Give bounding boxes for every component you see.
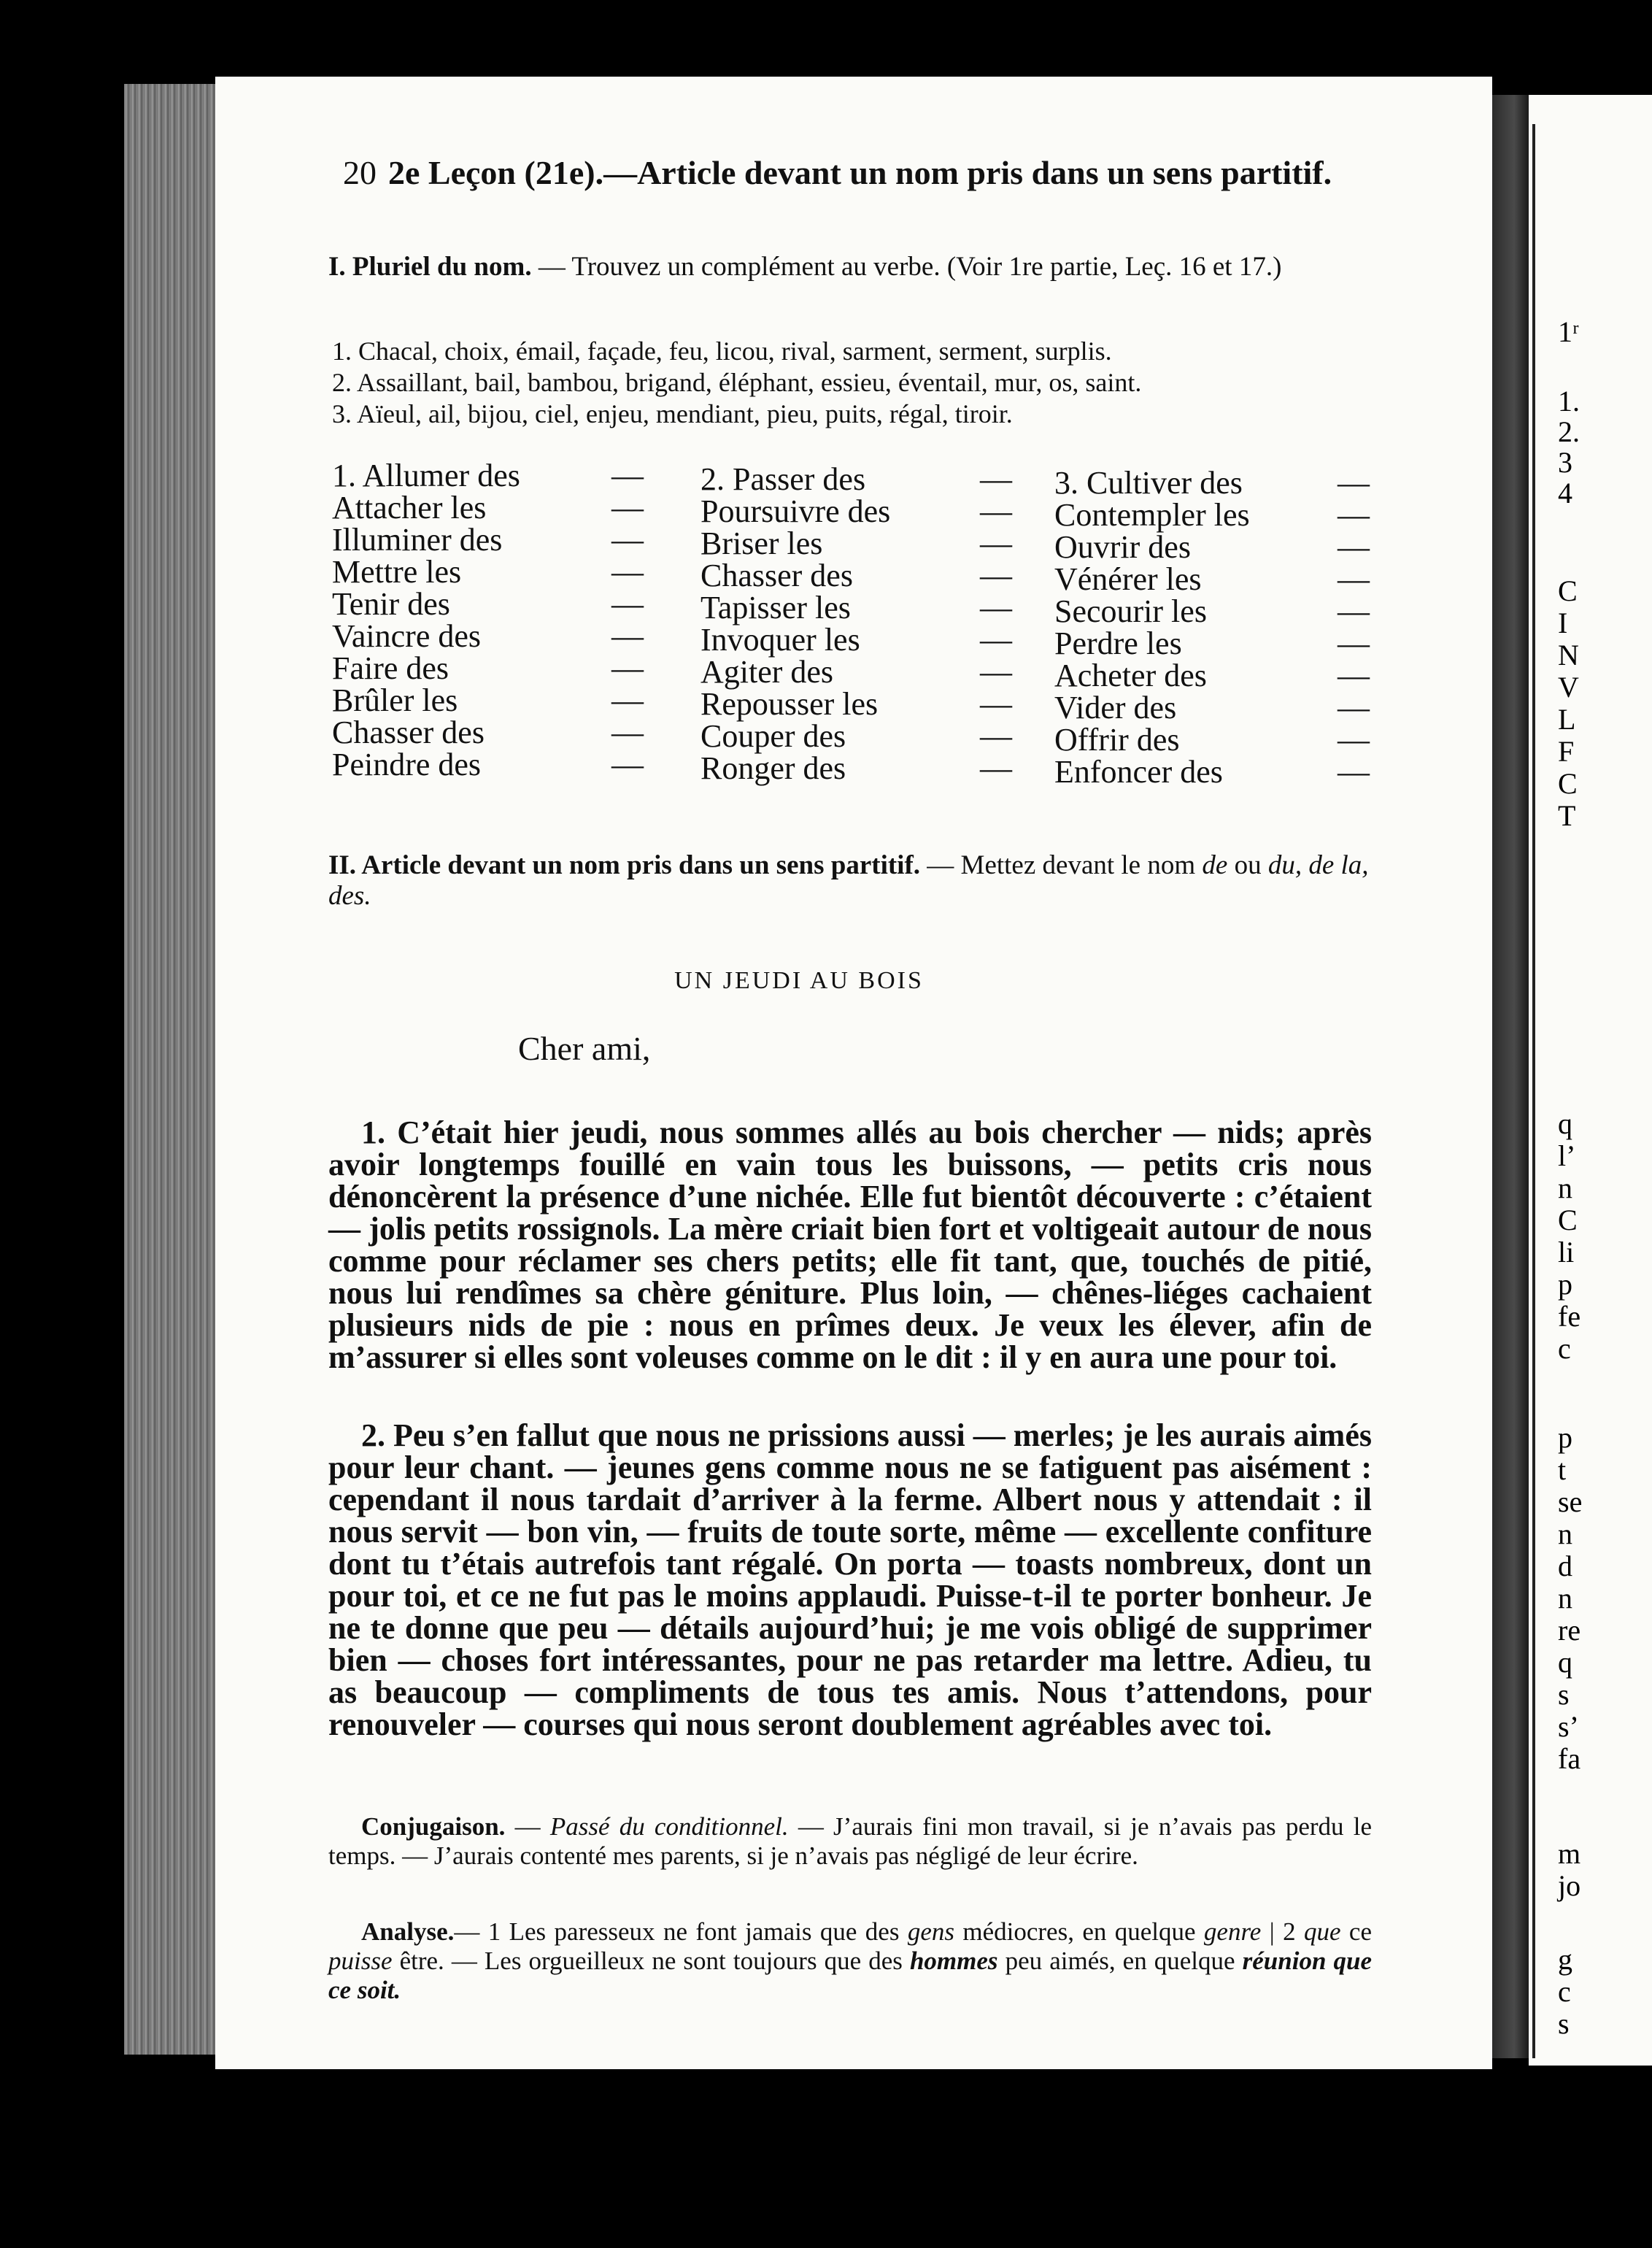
verb-item: Offrir des bbox=[1054, 722, 1180, 758]
salutation: Cher ami, bbox=[518, 1030, 651, 1067]
page-number: 20 bbox=[343, 154, 377, 191]
dash-column-3: — — — — — — — — — — bbox=[1338, 465, 1370, 790]
right-page-fragment: I bbox=[1558, 607, 1568, 639]
book-binding bbox=[124, 84, 226, 2055]
right-page-fragment: p bbox=[1558, 1268, 1572, 1301]
verb-item: 3. Cultiver des bbox=[1054, 465, 1243, 501]
right-page-fragment: c bbox=[1558, 1975, 1571, 2008]
story-title: UN JEUDI AU BOIS bbox=[674, 967, 924, 994]
analyse-block: Analyse.— 1 Les paresseux ne font jamais que des gens médiocres, en quelque genre | 2 que ce puisse être. — Les orgueilleux ne sont toujours que des hommes peu aimés, en quelque réunion que ce soit. bbox=[328, 1917, 1372, 2004]
book-gutter bbox=[1492, 95, 1529, 2058]
right-page-fragment: s’ bbox=[1558, 1710, 1579, 1743]
verb-column-3 bbox=[1054, 467, 1250, 788]
right-page-fragment: li bbox=[1558, 1236, 1575, 1269]
verb-item: Poursuivre des bbox=[700, 493, 891, 529]
right-page-fragment: n bbox=[1558, 1171, 1572, 1204]
right-page-fragment: p bbox=[1558, 1421, 1572, 1454]
right-page-fragment: 2. bbox=[1558, 415, 1580, 448]
section2-intro: II. Article devant un nom pris dans un sens partitif. — Mettez devant le nom de ou du, de la, des. bbox=[328, 850, 1369, 911]
right-page-fragment: q bbox=[1558, 1107, 1572, 1140]
verb-item: Brûler les bbox=[332, 682, 458, 718]
verb-item: Invoquer les bbox=[700, 622, 860, 658]
verb-item: Vaincre des bbox=[332, 618, 482, 654]
verb-item: Attacher les bbox=[332, 490, 487, 526]
right-page-fragment: 1ʳ bbox=[1558, 315, 1579, 348]
right-page-fragment: c bbox=[1558, 1332, 1571, 1365]
word-list-1: 1. Chacal, choix, émail, façade, feu, licou, rival, sarment, serment, surplis. bbox=[332, 336, 1112, 366]
conjugaison-label: Conjugaison. bbox=[361, 1812, 506, 1841]
verb-item: Contempler les bbox=[1054, 497, 1250, 533]
right-page-fragment: q bbox=[1558, 1646, 1572, 1679]
verb-item: Chasser des bbox=[332, 715, 485, 750]
verb-column-1 bbox=[332, 460, 520, 781]
verb-item: Faire des bbox=[332, 650, 449, 686]
right-page-fragment: fe bbox=[1558, 1300, 1581, 1333]
paragraph-2: 2. Peu s’en fallut que nous ne prissions aussi — merles; je les aurais aimés pour leur chant. — jeunes gens comme nous ne se fatiguent pas aisément : cependant il nous tardait d’arriver à la ferme. Albert nous y attendait : il nous servit — bon vin, — fruits de toute sorte, même — excellente confiture dont tu t’étais autrefois tant régalé. On porta — toasts nombreux, dont un pour toi, et ce ne fut pas le moins applaudi. Puisse-t-il te porter bonheur. Je ne te donne que peu — détails aujourd’hui; je me vois obligé de supprimer bien — choses fort intéressantes, pour ne pas retarder ma lettre. Adieu, tu as beaucoup — compliments de tous tes amis. Nous t’attendons, pour renouveler — courses qui nous seront doublement agréables avec toi. bbox=[328, 1417, 1372, 1742]
right-page-fragment: C bbox=[1558, 1204, 1578, 1236]
lesson-title: 2e Leçon (21e).—Article devant un nom pris dans un sens partitif. bbox=[388, 154, 1332, 191]
right-page-fragment: V bbox=[1558, 671, 1579, 704]
right-page-fragment: g bbox=[1558, 1943, 1572, 1976]
verb-item: Secourir les bbox=[1054, 593, 1207, 629]
right-page bbox=[1529, 95, 1652, 2066]
verb-item: Illuminer des bbox=[332, 522, 503, 558]
left-page bbox=[215, 77, 1492, 2069]
section1-intro bbox=[328, 252, 1372, 282]
right-page-fragment: m bbox=[1558, 1837, 1581, 1870]
verb-item: Ronger des bbox=[700, 750, 846, 786]
verb-item: Vénérer les bbox=[1054, 561, 1202, 597]
dash-column-2: — — — — — — — — — — bbox=[980, 461, 1012, 786]
verb-item: 2. Passer des bbox=[700, 461, 866, 497]
right-page-fragment: fa bbox=[1558, 1742, 1581, 1775]
verb-item: Ouvrir des bbox=[1054, 529, 1191, 565]
right-page-fragment: C bbox=[1558, 574, 1578, 607]
verb-column-2 bbox=[700, 463, 890, 785]
right-page-fragment: s bbox=[1558, 1678, 1570, 1711]
verb-item: Vider des bbox=[1054, 690, 1177, 725]
conjugaison-block: Conjugaison. — Passé du conditionnel. — J’aurais fini mon travail, si je n’avais pas perdu le temps. — J’aurais contenté mes parents, si je n’avais pas négligé de leur écrire. bbox=[328, 1812, 1373, 1870]
analyse-label: Analyse. bbox=[361, 1917, 455, 1946]
right-page-fragment: T bbox=[1558, 799, 1576, 832]
right-page-fragment: L bbox=[1558, 703, 1576, 736]
verb-item: Couper des bbox=[700, 718, 846, 754]
right-page-fragment: 1. bbox=[1558, 385, 1580, 417]
right-page-fragment: se bbox=[1558, 1485, 1583, 1518]
right-page-fragment: F bbox=[1558, 735, 1575, 768]
verb-item: Agiter des bbox=[700, 654, 834, 690]
right-page-fragment: C bbox=[1558, 767, 1578, 800]
verb-item: Briser les bbox=[700, 526, 823, 561]
verb-item: Mettre les bbox=[332, 554, 462, 590]
verb-item: Perdre les bbox=[1054, 625, 1182, 661]
right-page-fragment: l’ bbox=[1558, 1139, 1576, 1172]
verb-item: Tenir des bbox=[332, 586, 450, 622]
right-page-fragment: n bbox=[1558, 1517, 1572, 1550]
right-page-fragment: n bbox=[1558, 1582, 1572, 1614]
verb-item: Peindre des bbox=[332, 747, 482, 782]
right-page-fragment: 3 bbox=[1558, 446, 1572, 479]
page-edge bbox=[1532, 124, 1535, 2058]
right-page-fragment: re bbox=[1558, 1614, 1581, 1647]
word-list-3: 3. Aïeul, ail, bijou, ciel, enjeu, mendiant, pieu, puits, régal, tiroir. bbox=[332, 399, 1013, 428]
right-page-fragment: jo bbox=[1558, 1869, 1581, 1902]
word-list-2: 2. Assaillant, bail, bambou, brigand, éléphant, essieu, éventail, mur, os, saint. bbox=[332, 368, 1142, 397]
verb-item: Chasser des bbox=[700, 558, 853, 593]
section1-heading: I. Pluriel du nom. bbox=[328, 252, 532, 282]
section1-instruction: — Trouvez un complément au verbe. (Voir 1re partie, Leç. 16 et 17.) bbox=[531, 252, 1282, 282]
right-page-fragment: 4 bbox=[1558, 477, 1572, 509]
section2-heading: II. Article devant un nom pris dans un sens partitif. bbox=[328, 850, 921, 880]
right-page-fragment: t bbox=[1558, 1453, 1567, 1486]
verb-item: Tapisser les bbox=[700, 590, 851, 625]
verb-item: Enfoncer des bbox=[1054, 754, 1223, 790]
right-page-fragment: N bbox=[1558, 639, 1579, 671]
verb-item: 1. Allumer des bbox=[332, 458, 520, 493]
dash-column-1: — — — — — — — — — — bbox=[611, 458, 644, 782]
right-page-fragment: d bbox=[1558, 1550, 1572, 1582]
right-page-fragment: s bbox=[1558, 2007, 1570, 2040]
running-header bbox=[343, 153, 1332, 192]
verb-item: Acheter des bbox=[1054, 658, 1207, 693]
verb-item: Repousser les bbox=[700, 686, 879, 722]
paragraph-1: 1. C’était hier jeudi, nous sommes allés au bois chercher — nids; après avoir longtemps fouillé en vain tous les buissons, — petits cris nous dénoncèrent la présence d’une nichée. Elle fut bientôt découverte : c’étaient — jolis petits rossignols. La mère criait bien fort et voltigeait autour de nous comme pour réclamer ses chers petits; elle fit tant, que, touchés de pitié, nous lui rendîmes sa chère géniture. Plus loin, — chênes-liéges cachaient plusieurs nids de pie : nous en prîmes deux. Je veux les élever, afin de m’assurer si elles sont voleuses comme on le dit : il y en aura une pour toi. bbox=[328, 1115, 1372, 1375]
